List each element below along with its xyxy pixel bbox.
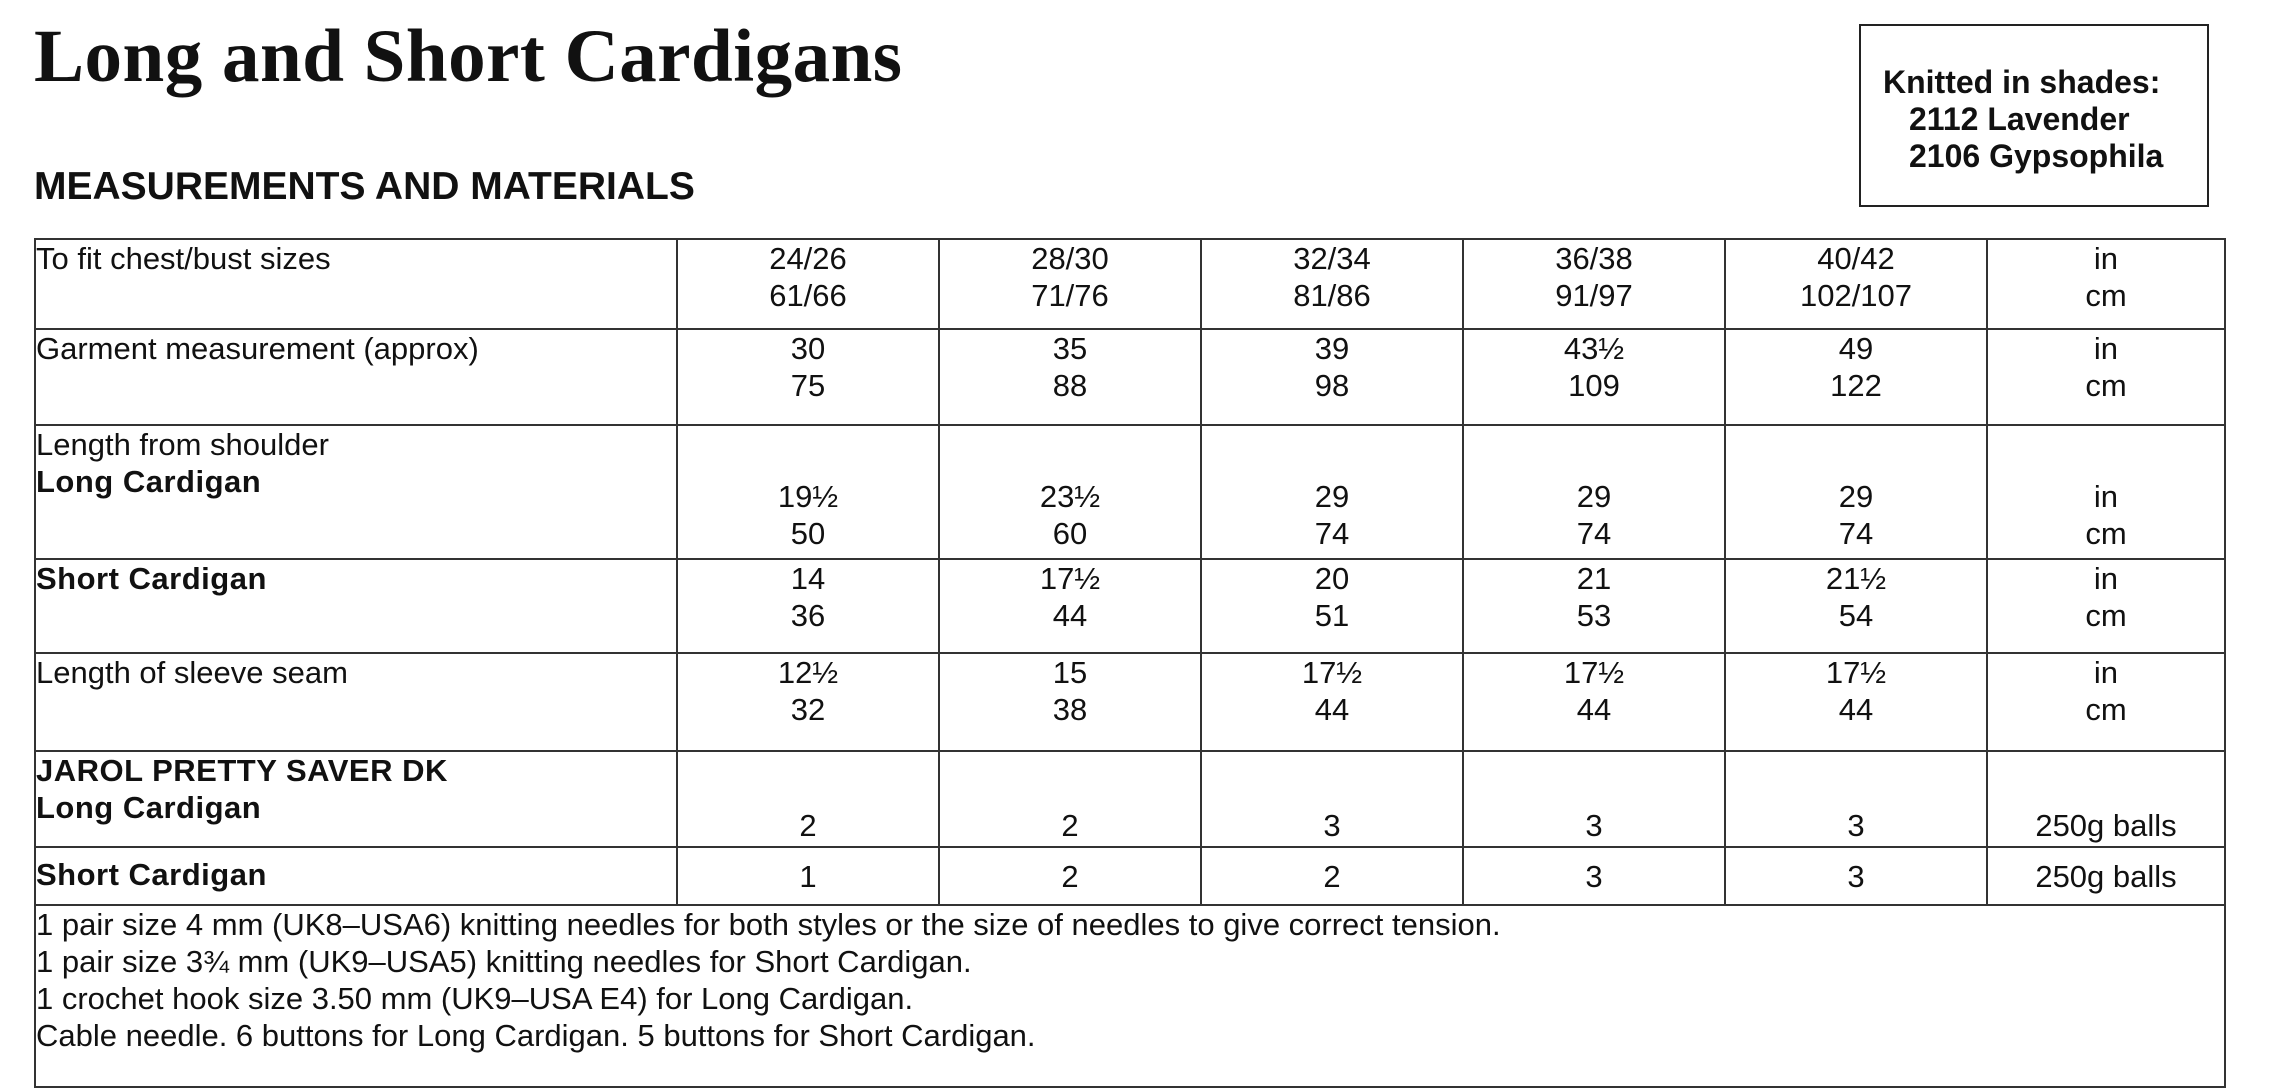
cell-in: 30 bbox=[790, 331, 826, 366]
cell-cm: 91/97 bbox=[1555, 278, 1633, 313]
table-cell bbox=[1463, 239, 1725, 329]
cell-cm: 74 bbox=[1576, 516, 1612, 551]
cell-in: 17½ bbox=[1301, 655, 1363, 690]
cell-cm: 61/66 bbox=[769, 278, 847, 313]
cell-in: 19½ bbox=[777, 479, 839, 514]
table-row-yarn-short bbox=[35, 847, 2225, 905]
cell-in: 23½ bbox=[1039, 479, 1101, 514]
cell-cm: 54 bbox=[1838, 598, 1874, 633]
row-label bbox=[35, 559, 677, 653]
cell-cm: 71/76 bbox=[1031, 278, 1109, 313]
cell-cm: 88 bbox=[1052, 368, 1088, 403]
table-cell bbox=[1201, 425, 1463, 559]
table-cell bbox=[1725, 559, 1987, 653]
cell-cm: 60 bbox=[1052, 516, 1088, 551]
table-cell bbox=[939, 751, 1201, 847]
table-cell bbox=[1201, 653, 1463, 751]
cell-in: 20 bbox=[1314, 561, 1350, 596]
shade-gypsophila: 2106 Gypsophila bbox=[1909, 138, 2164, 174]
table-cell bbox=[1201, 559, 1463, 653]
row-label bbox=[35, 239, 677, 329]
cell-balls: 1 bbox=[799, 859, 817, 894]
row-label bbox=[35, 425, 677, 559]
note-line: Cable needle. 6 buttons for Long Cardigan. 5 buttons for Short Cardigan. bbox=[36, 1018, 1036, 1053]
table-cell bbox=[1725, 239, 1987, 329]
shades-box bbox=[1859, 24, 2209, 207]
yarn-name: JAROL PRETTY SAVER DK bbox=[36, 753, 448, 788]
table-cell bbox=[677, 751, 939, 847]
cell-balls: 2 bbox=[799, 808, 817, 843]
row-label-bold: Short Cardigan bbox=[36, 857, 267, 892]
table-cell bbox=[939, 653, 1201, 751]
table-cell bbox=[939, 239, 1201, 329]
cell-in: 43½ bbox=[1563, 331, 1625, 366]
table-cell bbox=[677, 425, 939, 559]
cell-in: 15 bbox=[1052, 655, 1088, 690]
table-row-length-long bbox=[35, 425, 2225, 559]
table-cell bbox=[1463, 847, 1725, 905]
table-cell bbox=[1725, 847, 1987, 905]
row-label bbox=[35, 653, 677, 751]
cell-cm: 53 bbox=[1576, 598, 1612, 633]
unit-in: in bbox=[2093, 561, 2119, 596]
cell-in: 49 bbox=[1838, 331, 1874, 366]
cell-balls: 3 bbox=[1323, 808, 1341, 843]
table-cell bbox=[1463, 559, 1725, 653]
cell-balls: 3 bbox=[1847, 859, 1865, 894]
unit-balls: 250g balls bbox=[2035, 808, 2177, 843]
unit-cell bbox=[1987, 425, 2225, 559]
unit-cell bbox=[1987, 847, 2225, 905]
shade-lavender: 2112 Lavender bbox=[1909, 101, 2130, 137]
section-title: MEASUREMENTS AND MATERIALS bbox=[34, 165, 695, 208]
cell-in: 40/42 bbox=[1817, 241, 1895, 276]
cell-in: 14 bbox=[790, 561, 826, 596]
unit-balls: 250g balls bbox=[2035, 859, 2177, 894]
cell-balls: 2 bbox=[1061, 859, 1079, 894]
note-line: 1 pair size 4 mm (UK8–USA6) knitting needles for both styles or the size of needles to give correct tension. bbox=[36, 907, 1501, 942]
cell-balls: 3 bbox=[1847, 808, 1865, 843]
unit-cm: cm bbox=[2085, 278, 2127, 313]
cell-balls: 3 bbox=[1585, 808, 1603, 843]
cell-cm: 44 bbox=[1314, 692, 1350, 727]
cell-in: 17½ bbox=[1825, 655, 1887, 690]
table-cell bbox=[1201, 329, 1463, 425]
cell-in: 28/30 bbox=[1031, 241, 1109, 276]
cell-in: 39 bbox=[1314, 331, 1350, 366]
cell-cm: 98 bbox=[1314, 368, 1350, 403]
table-row-length-short bbox=[35, 559, 2225, 653]
table-cell bbox=[939, 559, 1201, 653]
cell-cm: 38 bbox=[1052, 692, 1088, 727]
row-label-text: To fit chest/bust sizes bbox=[36, 241, 331, 276]
cell-in: 32/34 bbox=[1293, 241, 1371, 276]
table-cell bbox=[939, 329, 1201, 425]
table-cell bbox=[1201, 847, 1463, 905]
page-title: Long and Short Cardigans bbox=[34, 15, 903, 98]
measurements-table bbox=[34, 238, 2226, 1088]
note-line: 1 pair size 3¾ mm (UK9–USA5) knitting needles for Short Cardigan. bbox=[36, 944, 972, 979]
row-label-bold: Long Cardigan bbox=[36, 464, 262, 499]
unit-cm: cm bbox=[2085, 692, 2127, 727]
table-cell bbox=[939, 425, 1201, 559]
table-cell bbox=[1725, 329, 1987, 425]
cell-cm: 74 bbox=[1314, 516, 1350, 551]
cell-cm: 102/107 bbox=[1799, 278, 1913, 313]
row-label-text: Length from shoulder bbox=[36, 427, 329, 462]
unit-in: in bbox=[2093, 241, 2119, 276]
cell-cm: 44 bbox=[1838, 692, 1874, 727]
table-cell bbox=[1201, 751, 1463, 847]
table-cell bbox=[1463, 329, 1725, 425]
cell-cm: 74 bbox=[1838, 516, 1874, 551]
cell-cm: 81/86 bbox=[1293, 278, 1371, 313]
row-label-text: Length of sleeve seam bbox=[36, 655, 348, 690]
unit-cell bbox=[1987, 239, 2225, 329]
table-cell bbox=[1463, 751, 1725, 847]
cell-in: 21 bbox=[1576, 561, 1612, 596]
cell-in: 21½ bbox=[1825, 561, 1887, 596]
unit-in: in bbox=[2093, 655, 2119, 690]
cell-in: 29 bbox=[1838, 479, 1874, 514]
cell-cm: 75 bbox=[790, 368, 826, 403]
row-label bbox=[35, 329, 677, 425]
row-label-bold: Short Cardigan bbox=[36, 561, 267, 596]
cell-cm: 44 bbox=[1052, 598, 1088, 633]
table-row-notes bbox=[35, 905, 2225, 1087]
cell-in: 17½ bbox=[1563, 655, 1625, 690]
unit-cm: cm bbox=[2085, 368, 2127, 403]
unit-cell bbox=[1987, 559, 2225, 653]
table-cell bbox=[939, 847, 1201, 905]
table-row-sleeve-seam bbox=[35, 653, 2225, 751]
table-cell bbox=[1201, 239, 1463, 329]
table-cell bbox=[1725, 425, 1987, 559]
cell-balls: 2 bbox=[1061, 808, 1079, 843]
table-row-yarn-long bbox=[35, 751, 2225, 847]
row-label bbox=[35, 751, 677, 847]
unit-in: in bbox=[2093, 479, 2119, 514]
cell-in: 17½ bbox=[1039, 561, 1101, 596]
cell-cm: 122 bbox=[1830, 368, 1882, 403]
unit-cm: cm bbox=[2085, 598, 2127, 633]
cell-cm: 44 bbox=[1576, 692, 1612, 727]
table-cell bbox=[1463, 653, 1725, 751]
row-label-bold: Long Cardigan bbox=[36, 790, 262, 825]
cell-cm: 36 bbox=[790, 598, 826, 633]
cell-balls: 3 bbox=[1585, 859, 1603, 894]
table-cell bbox=[677, 239, 939, 329]
cell-in: 29 bbox=[1576, 479, 1612, 514]
cell-in: 35 bbox=[1052, 331, 1088, 366]
table-row-garment-measurement bbox=[35, 329, 2225, 425]
cell-cm: 109 bbox=[1568, 368, 1620, 403]
table-cell bbox=[1463, 425, 1725, 559]
cell-in: 12½ bbox=[777, 655, 839, 690]
cell-in: 24/26 bbox=[769, 241, 847, 276]
unit-cell bbox=[1987, 653, 2225, 751]
row-label-text: Garment measurement (approx) bbox=[36, 331, 479, 366]
note-line: 1 crochet hook size 3.50 mm (UK9–USA E4) for Long Cardigan. bbox=[36, 981, 914, 1016]
table-row-chest-sizes bbox=[35, 239, 2225, 329]
cell-balls: 2 bbox=[1323, 859, 1341, 894]
cell-cm: 51 bbox=[1314, 598, 1350, 633]
cell-cm: 50 bbox=[790, 516, 826, 551]
unit-in: in bbox=[2093, 331, 2119, 366]
table-cell bbox=[677, 559, 939, 653]
unit-cell bbox=[1987, 329, 2225, 425]
cell-in: 36/38 bbox=[1555, 241, 1633, 276]
table-cell bbox=[677, 653, 939, 751]
cell-in: 29 bbox=[1314, 479, 1350, 514]
row-label bbox=[35, 847, 677, 905]
table-cell bbox=[1725, 653, 1987, 751]
table-cell bbox=[677, 329, 939, 425]
unit-cell bbox=[1987, 751, 2225, 847]
shades-heading: Knitted in shades: bbox=[1883, 64, 2161, 100]
table-cell bbox=[1725, 751, 1987, 847]
table-cell bbox=[677, 847, 939, 905]
cell-cm: 32 bbox=[790, 692, 826, 727]
unit-cm: cm bbox=[2085, 516, 2127, 551]
materials-notes bbox=[35, 905, 2225, 1087]
